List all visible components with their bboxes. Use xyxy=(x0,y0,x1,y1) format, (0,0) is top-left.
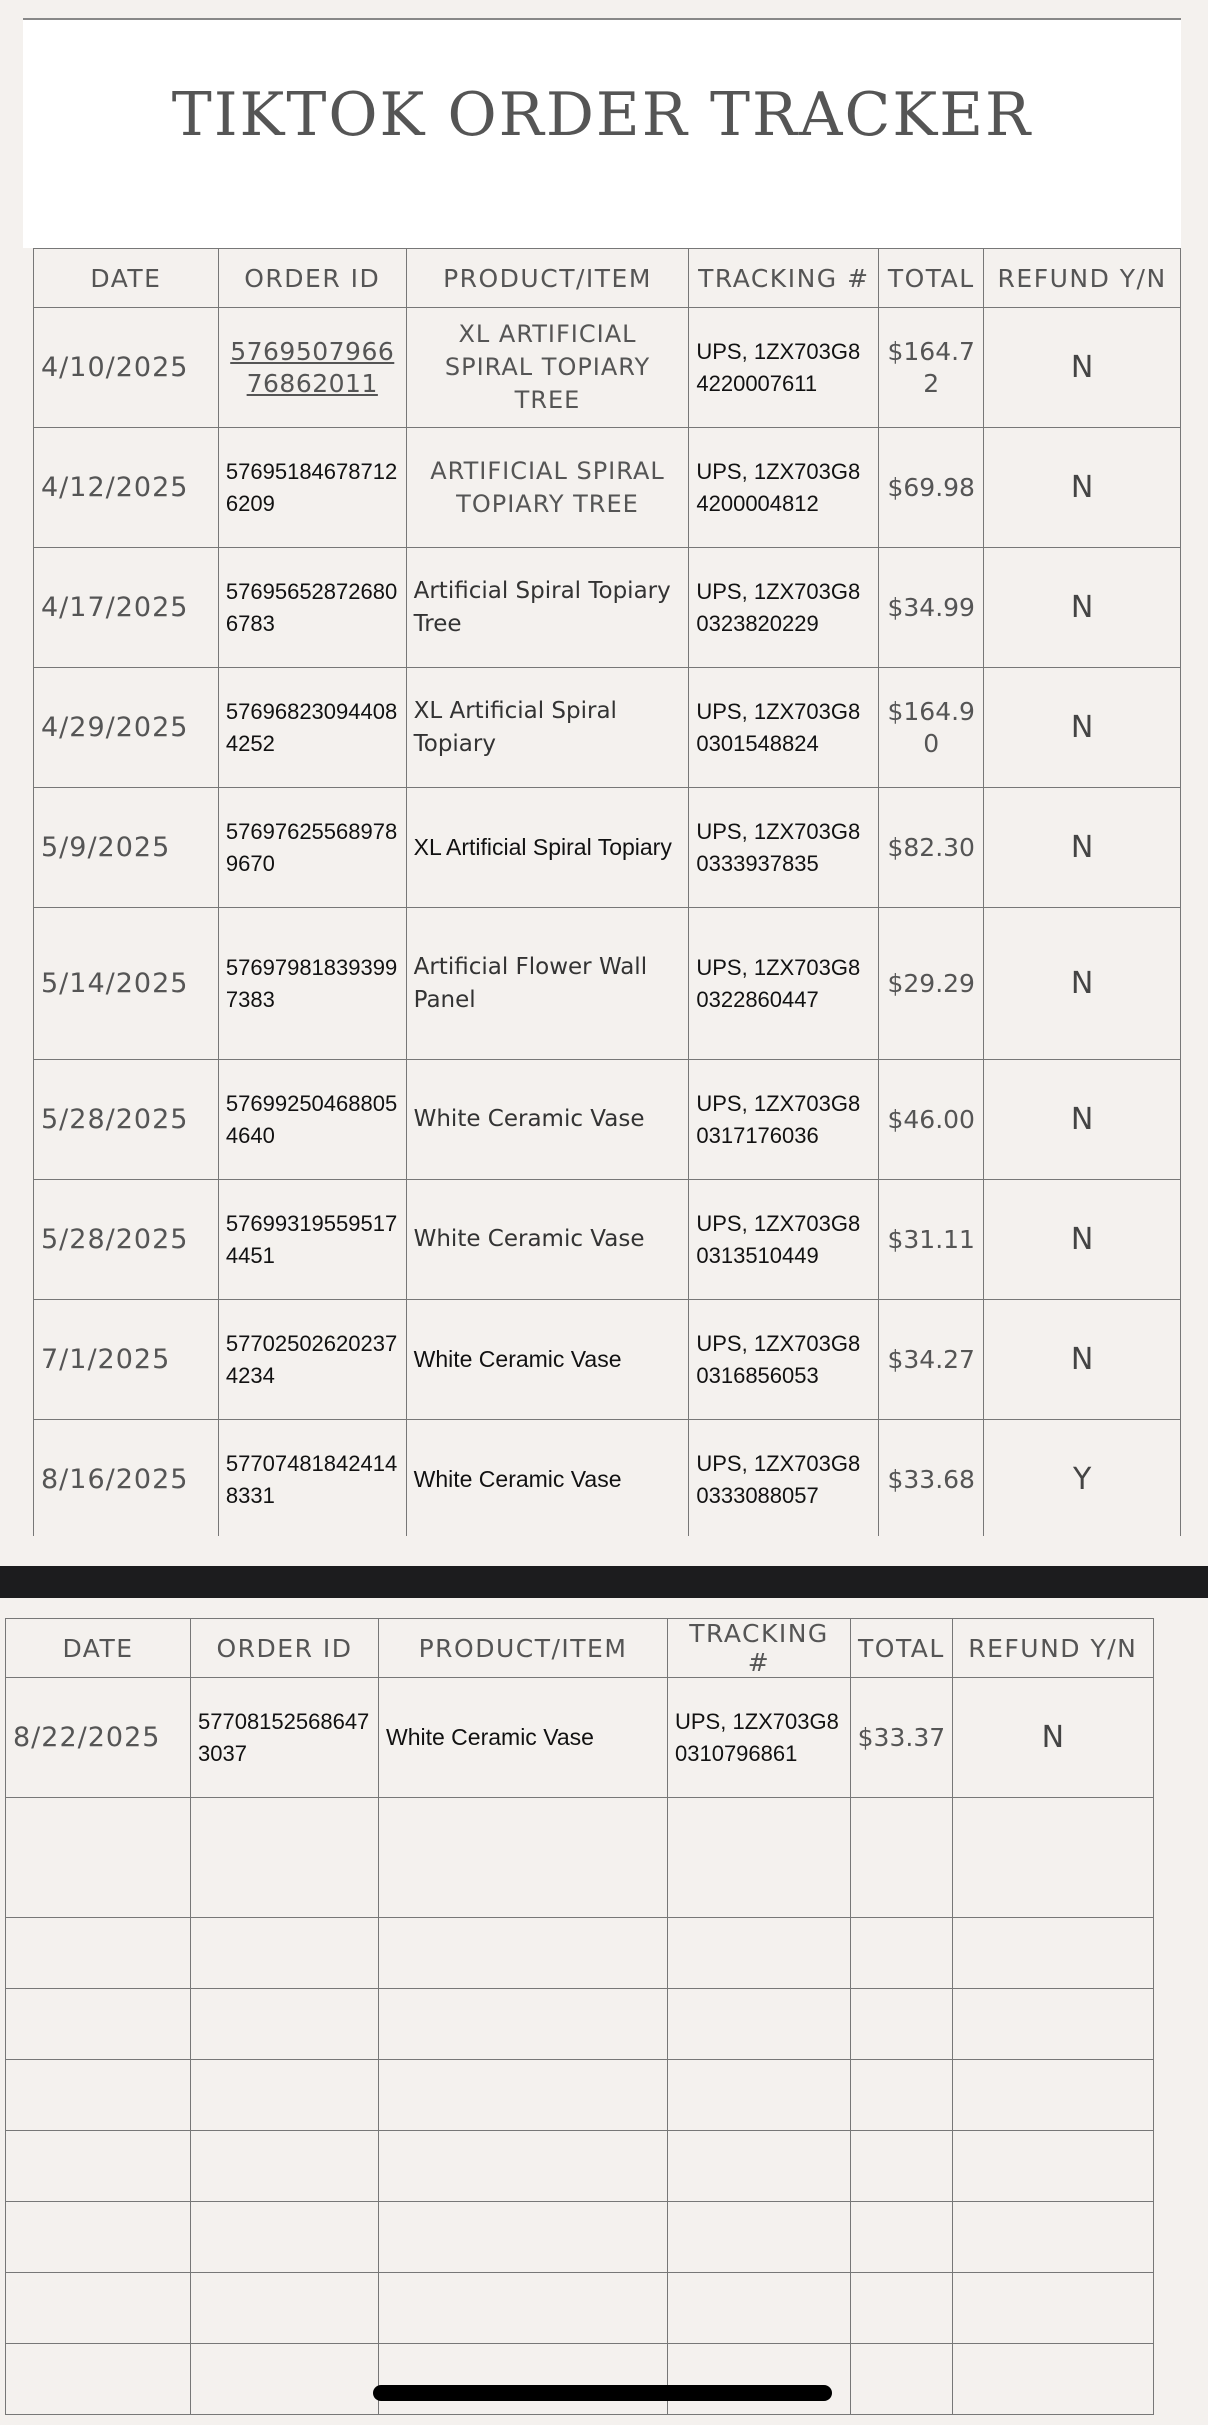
cell-product: White Ceramic Vase xyxy=(406,1180,689,1300)
cell-order-id: 577081525686473037 xyxy=(191,1678,379,1798)
home-indicator[interactable] xyxy=(373,2385,832,2401)
cell-date: 5/28/2025 xyxy=(34,1180,219,1300)
empty-row xyxy=(6,2344,1154,2415)
cell-product: Artificial Spiral Topiary Tree xyxy=(406,548,689,668)
table-header-row xyxy=(6,1619,1154,1678)
table-row xyxy=(34,668,1181,788)
cell-date: 4/12/2025 xyxy=(34,428,219,548)
cell-tracking: UPS, 1ZX703G80316856053 xyxy=(689,1300,879,1420)
table-row xyxy=(34,1180,1181,1300)
cell-refund: N xyxy=(952,1678,1153,1798)
cell-order-id: 576992504688054640 xyxy=(218,1060,406,1180)
cell-tracking: UPS, 1ZX703G80310796861 xyxy=(668,1678,851,1798)
cell-total: $34.99 xyxy=(879,548,984,668)
cell-date: 5/28/2025 xyxy=(34,1060,219,1180)
header-order-id: ORDER ID xyxy=(218,249,406,308)
orders-table xyxy=(33,248,1181,1536)
header-order-id: ORDER ID xyxy=(191,1619,379,1678)
cell-product: XL ARTIFICIAL SPIRAL TOPIARY TREE xyxy=(406,308,689,428)
cell-order-id: 576979818393997383 xyxy=(218,908,406,1060)
cell-order-id: 576968230944084252 xyxy=(218,668,406,788)
cell-tracking: UPS, 1ZX703G84220007611 xyxy=(689,308,879,428)
table-row xyxy=(6,1678,1154,1798)
cell-total: $29.29 xyxy=(879,908,984,1060)
cell-total: $33.37 xyxy=(851,1678,953,1798)
cell-total: $69.98 xyxy=(879,428,984,548)
cell-date: 8/22/2025 xyxy=(6,1678,191,1798)
cell-tracking: UPS, 1ZX703G84200004812 xyxy=(689,428,879,548)
header-product: PRODUCT/ITEM xyxy=(406,249,689,308)
cell-refund: N xyxy=(984,1180,1181,1300)
page-title: TIKTOK ORDER TRACKER xyxy=(171,80,1033,150)
cell-order-id: 576956528726806783 xyxy=(218,548,406,668)
cell-date: 4/17/2025 xyxy=(34,548,219,668)
empty-row xyxy=(6,1989,1154,2060)
title-area xyxy=(23,20,1181,248)
cell-date: 8/16/2025 xyxy=(34,1420,219,1537)
cell-product: White Ceramic Vase xyxy=(406,1060,689,1180)
cell-date: 5/14/2025 xyxy=(34,908,219,1060)
table-row xyxy=(34,908,1181,1060)
header-refund: REFUND Y/N xyxy=(952,1619,1153,1678)
cell-total: $46.00 xyxy=(879,1060,984,1180)
cell-date: 4/29/2025 xyxy=(34,668,219,788)
cell-total: $31.11 xyxy=(879,1180,984,1300)
table-header-row xyxy=(34,249,1181,308)
cell-tracking: UPS, 1ZX703G80313510449 xyxy=(689,1180,879,1300)
cell-order-id-link[interactable]: 576950796676862011 xyxy=(218,308,406,428)
table-row xyxy=(34,1420,1181,1537)
cell-tracking: UPS, 1ZX703G80322860447 xyxy=(689,908,879,1060)
cell-product: White Ceramic Vase xyxy=(406,1420,689,1537)
cell-refund: N xyxy=(984,548,1181,668)
cell-refund: N xyxy=(984,1300,1181,1420)
cell-tracking: UPS, 1ZX703G80333088057 xyxy=(689,1420,879,1537)
table-row xyxy=(34,428,1181,548)
cell-product: White Ceramic Vase xyxy=(379,1678,668,1798)
cell-product: Artificial Flower Wall Panel xyxy=(406,908,689,1060)
cell-refund: N xyxy=(984,788,1181,908)
cell-refund: N xyxy=(984,1060,1181,1180)
cell-refund: N xyxy=(984,428,1181,548)
cell-total: $164.72 xyxy=(879,308,984,428)
cell-refund: N xyxy=(984,908,1181,1060)
cell-order-id: 577025026202374234 xyxy=(218,1300,406,1420)
table-row xyxy=(34,308,1181,428)
cell-tracking: UPS, 1ZX703G80333937835 xyxy=(689,788,879,908)
cell-refund: N xyxy=(984,308,1181,428)
empty-row xyxy=(6,2060,1154,2131)
cell-refund: N xyxy=(984,668,1181,788)
cell-order-id: 576993195595174451 xyxy=(218,1180,406,1300)
empty-row xyxy=(6,2131,1154,2202)
header-date: DATE xyxy=(34,249,219,308)
header-tracking: TRACKING # xyxy=(668,1619,851,1678)
cell-total: $33.68 xyxy=(879,1420,984,1537)
empty-row xyxy=(6,1798,1154,1918)
cell-date: 4/10/2025 xyxy=(34,308,219,428)
table-row xyxy=(34,1060,1181,1180)
cell-date: 5/9/2025 xyxy=(34,788,219,908)
tracker-page-1 xyxy=(23,18,1181,1536)
empty-row xyxy=(6,1918,1154,1989)
cell-product: XL Artificial Spiral Topiary xyxy=(406,788,689,908)
header-date: DATE xyxy=(6,1619,191,1678)
cell-order-id: 576951846787126209 xyxy=(218,428,406,548)
empty-row xyxy=(6,2273,1154,2344)
cell-product: White Ceramic Vase xyxy=(406,1300,689,1420)
header-tracking: TRACKING # xyxy=(689,249,879,308)
header-total: TOTAL xyxy=(851,1619,953,1678)
cell-product: ARTIFICIAL SPIRAL TOPIARY TREE xyxy=(406,428,689,548)
header-total: TOTAL xyxy=(879,249,984,308)
cell-refund: Y xyxy=(984,1420,1181,1537)
cell-total: $164.90 xyxy=(879,668,984,788)
empty-row xyxy=(6,2202,1154,2273)
cell-total: $82.30 xyxy=(879,788,984,908)
cell-tracking: UPS, 1ZX703G80301548824 xyxy=(689,668,879,788)
orders-table-continued xyxy=(5,1618,1154,2415)
table-row xyxy=(34,788,1181,908)
header-refund: REFUND Y/N xyxy=(984,249,1181,308)
page-divider xyxy=(0,1566,1208,1598)
cell-total: $34.27 xyxy=(879,1300,984,1420)
cell-date: 7/1/2025 xyxy=(34,1300,219,1420)
cell-tracking: UPS, 1ZX703G80323820229 xyxy=(689,548,879,668)
cell-product: XL Artificial Spiral Topiary xyxy=(406,668,689,788)
cell-order-id: 576976255689789670 xyxy=(218,788,406,908)
cell-tracking: UPS, 1ZX703G80317176036 xyxy=(689,1060,879,1180)
table-row xyxy=(34,548,1181,668)
cell-order-id: 577074818424148331 xyxy=(218,1420,406,1537)
header-product: PRODUCT/ITEM xyxy=(379,1619,668,1678)
table-row xyxy=(34,1300,1181,1420)
